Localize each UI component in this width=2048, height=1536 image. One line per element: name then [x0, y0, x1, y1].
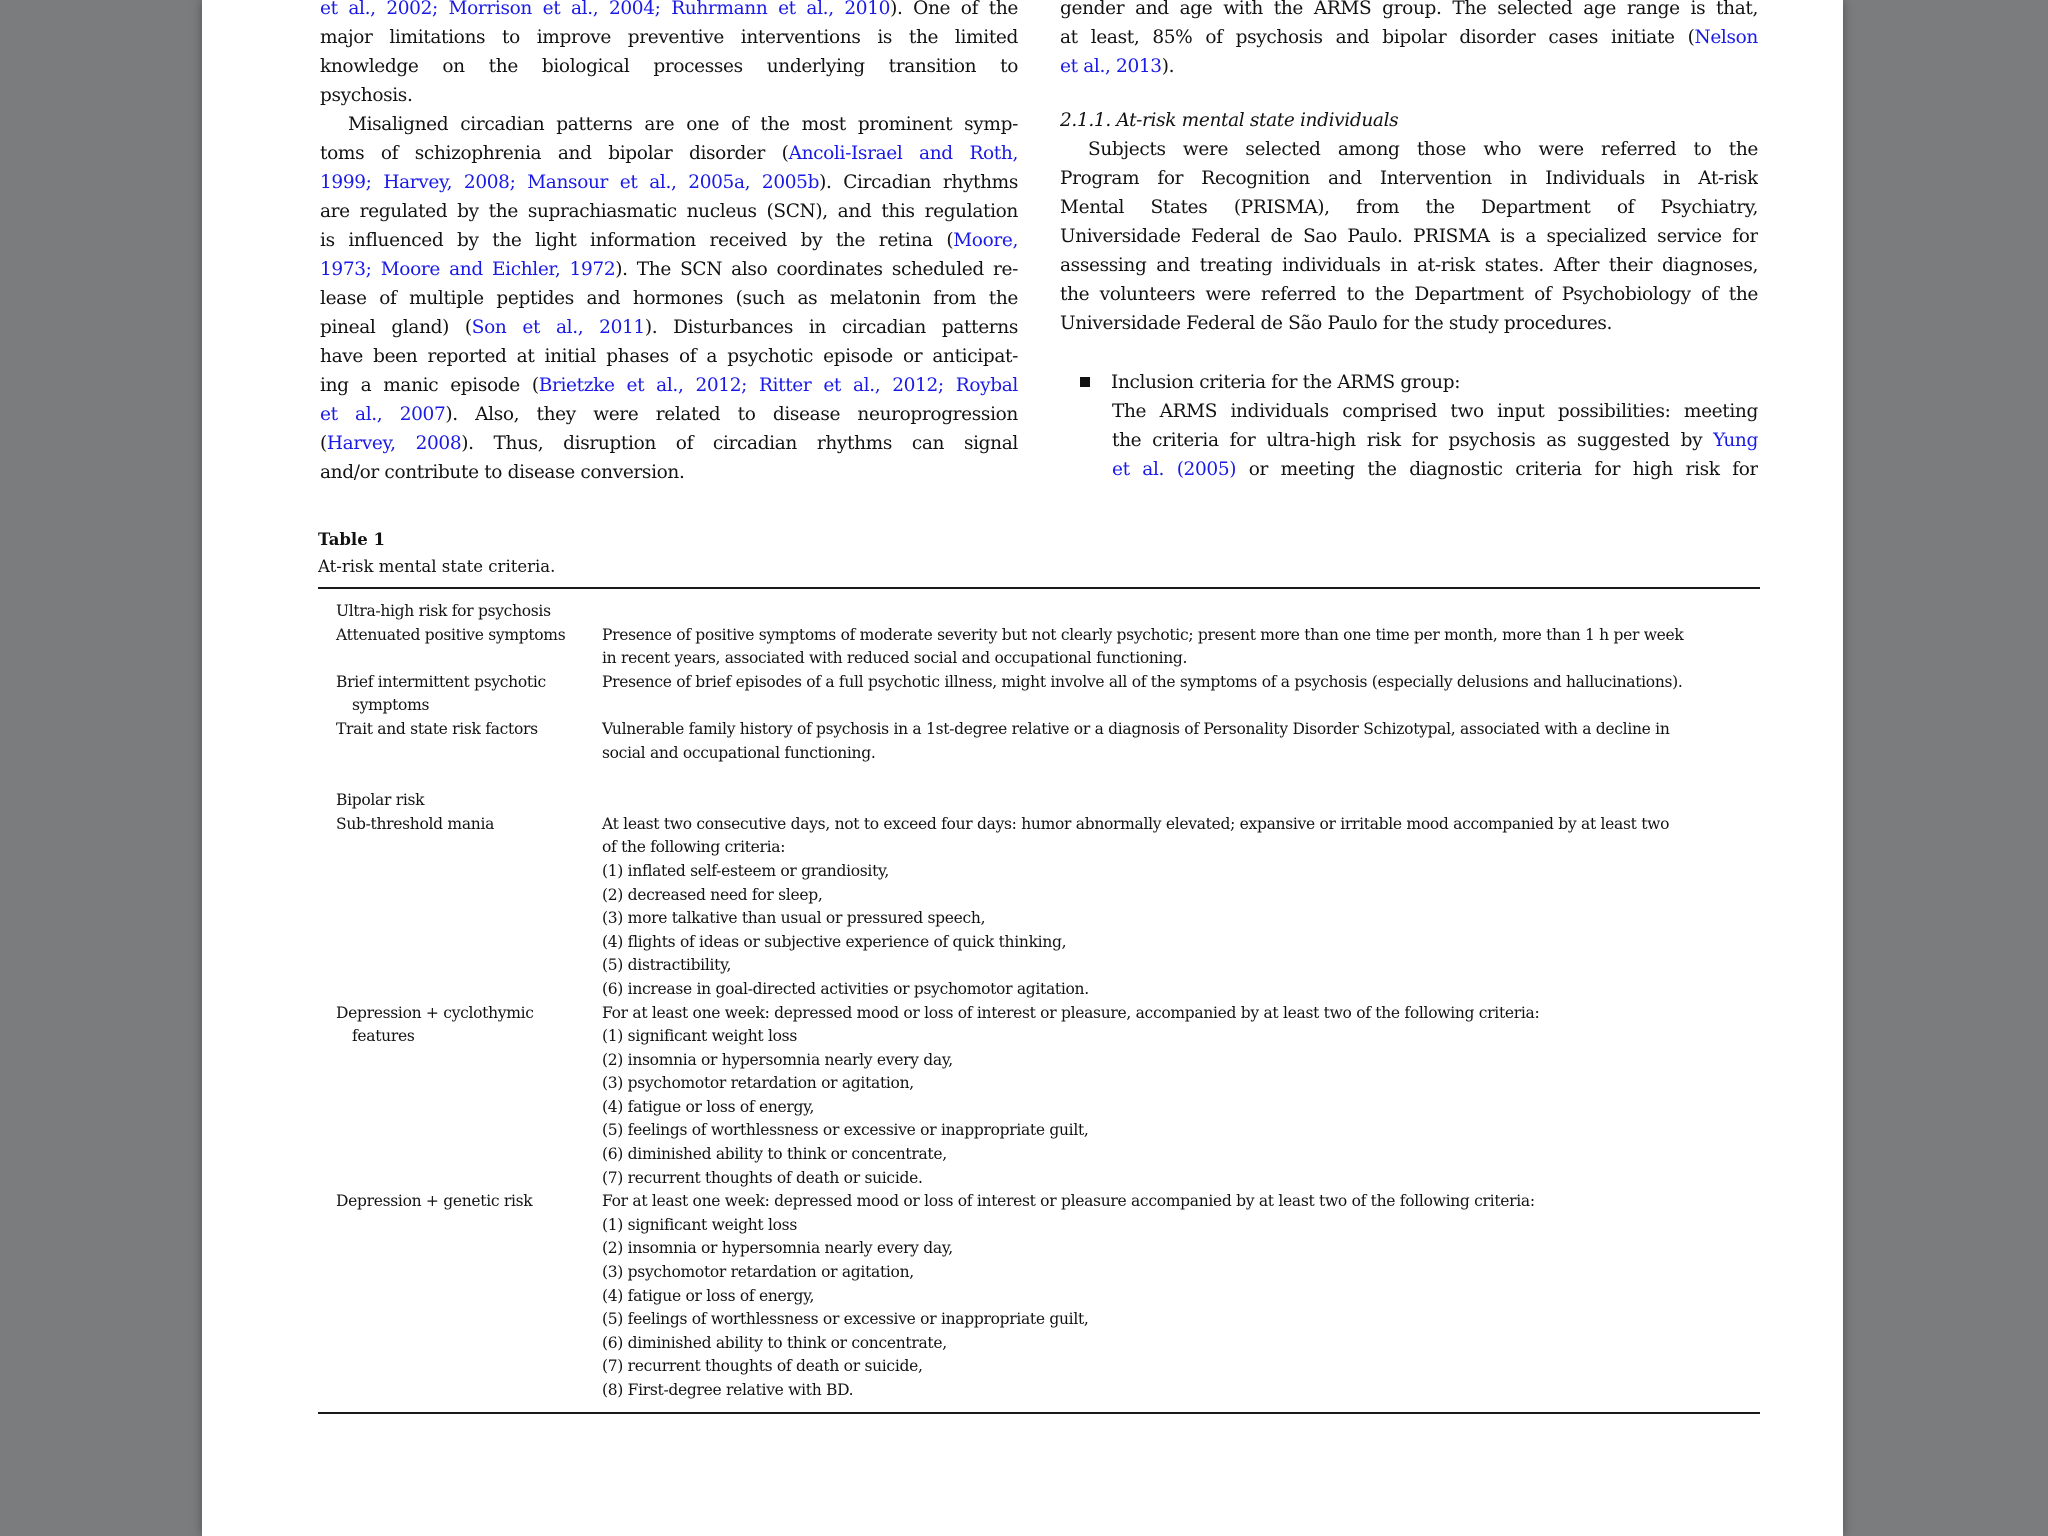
text-span: gender and age with the ARMS group. The selected age range is that, — [1060, 0, 1758, 19]
text-line — [320, 400, 1018, 429]
text-span: major limitations to improve preventive interventions is the limited — [320, 27, 1018, 48]
text-span: toms of schizophrenia and bipolar disorder ( — [320, 143, 789, 164]
description-line: (4) fatigue or loss of energy, — [602, 1286, 815, 1305]
criterion-description-cell — [602, 1002, 1760, 1191]
description-line: Presence of brief episodes of a full psychotic illness, might involve all of the symptoms of a psychosis (especially delusions and hallucinations). — [602, 672, 1683, 691]
text-span: or meeting the diagnostic criteria for high risk for — [1236, 459, 1758, 480]
table-row — [318, 718, 1760, 765]
text-line — [1060, 135, 1758, 164]
text-span: 2.1.1. At-risk mental state individuals — [1060, 110, 1399, 131]
text-line — [1060, 397, 1758, 426]
description-line: (6) diminished ability to think or concentrate, — [602, 1145, 947, 1164]
text-span: ing a manic episode ( — [320, 375, 539, 396]
text-span: Mental States (PRISMA), from the Department of Psychiatry, — [1060, 197, 1758, 218]
text-line — [320, 139, 1018, 168]
description-line: (4) fatigue or loss of energy, — [602, 1097, 815, 1116]
text-line — [320, 255, 1018, 284]
description-line: (5) distractibility, — [602, 956, 732, 975]
text-span: ). One of the — [890, 0, 1018, 19]
text-line — [1060, 52, 1758, 81]
description-line: Vulnerable family history of psychosis in a 1st-degree relative or a diagnosis of Personality Disorder Schizotypal, associated with a decline in — [602, 719, 1670, 738]
bullet-list-item — [1060, 368, 1758, 397]
text-line — [320, 371, 1018, 400]
text-span: knowledge on the biological processes underlying transition to — [320, 56, 1018, 77]
table-row — [318, 789, 1760, 813]
description-line: (2) insomnia or hypersomnia nearly every day, — [602, 1050, 953, 1069]
text-line — [320, 313, 1018, 342]
text-line — [1060, 251, 1758, 280]
text-line — [1060, 280, 1758, 309]
text-span: ). The SCN also coordinates scheduled re- — [615, 259, 1018, 280]
text-span: the criteria for ultra-high risk for psychosis as suggested by — [1112, 430, 1714, 451]
text-line — [1060, 0, 1758, 23]
term-line: Bipolar risk — [336, 791, 425, 810]
table-body — [318, 589, 1760, 1403]
text-line — [1060, 426, 1758, 455]
text-line — [1060, 309, 1758, 338]
text-line — [320, 429, 1018, 458]
text-span: ). Also, they were related to disease neuroprogression — [445, 404, 1018, 425]
term-line: Depression + genetic risk — [336, 1192, 533, 1211]
description-line: (7) recurrent thoughts of death or suicide, — [602, 1357, 923, 1376]
criterion-description-cell — [602, 813, 1760, 1002]
table-row — [318, 1002, 1760, 1191]
description-line: (1) significant weight loss — [602, 1215, 797, 1234]
table-row — [318, 624, 1760, 671]
description-line: (1) significant weight loss — [602, 1027, 797, 1046]
text-span: Universidade Federal de Sao Paulo. PRISMA is a specialized service for — [1060, 226, 1758, 247]
description-line: Presence of positive symptoms of moderate severity but not clearly psychotic; present more than one time per month, more than 1 h per week — [602, 625, 1684, 644]
text-line — [320, 458, 1018, 487]
text-line — [320, 0, 1018, 23]
text-line — [320, 226, 1018, 255]
table-label: Table 1 — [318, 530, 385, 549]
criterion-term-cell — [318, 1190, 602, 1214]
criterion-term-cell — [318, 813, 602, 837]
citation-link[interactable]: Ancoli-Israel and Roth, — [788, 143, 1018, 164]
table-row — [318, 600, 1760, 624]
description-line: (1) inflated self-esteem or grandiosity, — [602, 861, 890, 880]
description-line: in recent years, associated with reduced social and occupational functioning. — [602, 649, 1188, 668]
description-line: For at least one week: depressed mood or loss of interest or pleasure, accompanied by at least two of the following criteria: — [602, 1003, 1540, 1022]
description-line: social and occupational functioning. — [602, 743, 876, 762]
term-line: Brief intermittent psychotic — [336, 672, 546, 691]
text-span: have been reported at initial phases of a psychotic episode or anticipat- — [320, 346, 1018, 367]
text-span: the volunteers were referred to the Department of Psychobiology of the — [1060, 284, 1758, 305]
text-line — [1060, 164, 1758, 193]
table-row — [318, 813, 1760, 1002]
text-span: at least, 85% of psychosis and bipolar disorder cases initiate ( — [1060, 27, 1695, 48]
text-span: The ARMS individuals comprised two input possibilities: meeting — [1112, 401, 1758, 422]
text-span: ). — [1161, 56, 1175, 77]
criterion-term-cell — [318, 1002, 602, 1049]
term-line: Trait and state risk factors — [336, 719, 538, 738]
citation-link[interactable]: Brietzke et al., 2012; Ritter et al., 2012; Roybal — [538, 375, 1018, 396]
citation-link[interactable]: et al. (2005) — [1112, 459, 1237, 480]
text-span: Subjects were selected among those who were referred to the — [1088, 139, 1758, 160]
text-line — [320, 168, 1018, 197]
description-line: (3) more talkative than usual or pressured speech, — [602, 909, 986, 928]
description-line: (8) First-degree relative with BD. — [602, 1381, 854, 1399]
text-line — [1060, 193, 1758, 222]
text-line — [320, 342, 1018, 371]
criterion-term-cell — [318, 600, 602, 624]
text-line — [1060, 455, 1758, 484]
description-line: (5) feelings of worthlessness or excessive or inappropriate guilt, — [602, 1121, 1089, 1140]
text-span: ). Thus, disruption of circadian rhythms can signal — [461, 433, 1018, 454]
citation-link[interactable]: et al., 2002; Morrison et al., 2004; Ruhrmann et al., 2010 — [320, 0, 891, 19]
criterion-description-cell — [602, 624, 1760, 671]
citation-link[interactable]: 1999; Harvey, 2008; Mansour et al., 2005a, 2005b — [320, 172, 820, 193]
text-span: ). Disturbances in circadian patterns — [644, 317, 1018, 338]
citation-link[interactable]: et al., 2013 — [1060, 56, 1162, 77]
text-line — [1060, 23, 1758, 52]
table-bottom-rule — [318, 1412, 1760, 1414]
citation-link[interactable]: Yung — [1713, 430, 1758, 451]
text-span: and/or contribute to disease conversion. — [320, 462, 685, 483]
term-line: symptoms — [352, 696, 430, 715]
text-line — [320, 23, 1018, 52]
table-1 — [318, 526, 1760, 1414]
text-line — [320, 110, 1018, 139]
citation-link[interactable]: Son et al., 2011 — [471, 317, 645, 338]
description-line: of the following criteria: — [602, 838, 786, 857]
description-line: (3) psychomotor retardation or agitation, — [602, 1074, 914, 1093]
table-row — [318, 671, 1760, 718]
citation-link[interactable]: 1973; Moore and Eichler, 1972 — [320, 259, 616, 280]
criterion-term-cell — [318, 671, 602, 718]
text-span: lease of multiple peptides and hormones (such as melatonin from the — [320, 288, 1018, 309]
description-line: (2) insomnia or hypersomnia nearly every day, — [602, 1239, 953, 1258]
term-line: Sub-threshold mania — [336, 814, 495, 833]
text-span: ). Circadian rhythms — [819, 172, 1018, 193]
text-line — [320, 284, 1018, 313]
description-line: (7) recurrent thoughts of death or suicide. — [602, 1168, 923, 1187]
citation-link[interactable]: Harvey, 2008 — [326, 433, 462, 454]
criterion-term-cell — [318, 718, 602, 742]
text-line — [320, 197, 1018, 226]
citation-link[interactable]: Nelson — [1694, 27, 1758, 48]
citation-link[interactable]: et al., 2007 — [320, 404, 446, 425]
section-heading — [1060, 106, 1758, 135]
page — [202, 0, 1843, 1536]
text-span: ( — [320, 433, 327, 454]
right-text-column — [1060, 0, 1758, 484]
text-span: is influenced by the light information received by the retina ( — [320, 230, 954, 251]
criterion-description-cell — [602, 1190, 1760, 1402]
term-line: Ultra-high risk for psychosis — [336, 602, 551, 620]
square-bullet-icon — [1080, 377, 1090, 387]
description-line: For at least one week: depressed mood or loss of interest or pleasure accompanied by at least two of the following criteria: — [602, 1192, 1535, 1211]
criterion-description-cell — [602, 671, 1760, 695]
table-caption: At-risk mental state criteria. — [318, 557, 556, 576]
description-line: (2) decreased need for sleep, — [602, 885, 823, 904]
text-span: Program for Recognition and Intervention in Individuals in At-risk — [1060, 168, 1758, 189]
left-text-column — [320, 0, 1018, 487]
criterion-description-cell — [602, 718, 1760, 765]
text-span: Universidade Federal de São Paulo for the study procedures. — [1060, 313, 1613, 334]
term-line: Attenuated positive symptoms — [336, 625, 566, 644]
text-span: Inclusion criteria for the ARMS group: — [1111, 372, 1461, 393]
description-line: At least two consecutive days, not to exceed four days: humor abnormally elevated; expansive or irritable mood accompanied by at least two — [602, 814, 1670, 833]
text-line — [320, 52, 1018, 81]
citation-link[interactable]: Moore, — [953, 230, 1018, 251]
text-span: assessing and treating individuals in at-risk states. After their diagnoses, — [1060, 255, 1758, 276]
criterion-term-cell — [318, 789, 602, 813]
text-line — [1060, 222, 1758, 251]
term-line: Depression + cyclothymic — [336, 1003, 534, 1022]
description-line: (6) diminished ability to think or concentrate, — [602, 1333, 947, 1352]
criterion-term-cell — [318, 624, 602, 648]
text-line — [320, 81, 1018, 110]
description-line: (3) psychomotor retardation or agitation, — [602, 1263, 914, 1282]
text-span: are regulated by the suprachiasmatic nucleus (SCN), and this regulation — [320, 201, 1018, 222]
description-line: (5) feelings of worthlessness or excessive or inappropriate guilt, — [602, 1310, 1089, 1329]
description-line: (6) increase in goal-directed activities or psychomotor agitation. — [602, 979, 1089, 998]
term-line: features — [352, 1027, 415, 1046]
text-span: Misaligned circadian patterns are one of the most prominent symp- — [348, 114, 1018, 135]
table-row — [318, 1190, 1760, 1402]
description-line: (4) flights of ideas or subjective experience of quick thinking, — [602, 932, 1067, 951]
text-span: pineal gland) ( — [320, 317, 472, 338]
text-span: psychosis. — [320, 85, 413, 106]
